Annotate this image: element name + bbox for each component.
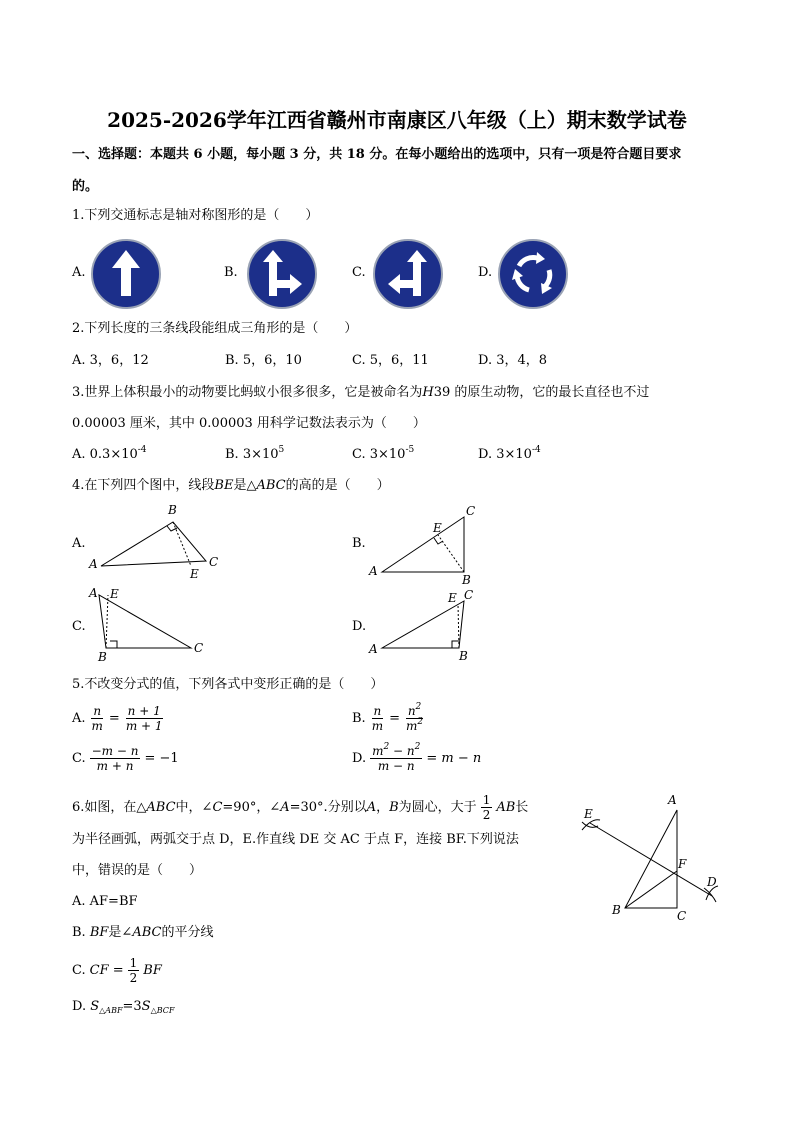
svg-text:A: A: [369, 564, 378, 578]
q4-stem: 4.在下列四个图中，线段BE是△ABC的高的是（ ）: [72, 478, 390, 493]
q3-option-d: D. $3\times 10^{-4}$: [478, 445, 541, 462]
svg-text:C: C: [194, 641, 204, 655]
q5-option-a: A. $\frac{n}{m}$ = $\frac{n + 1}{m + 1}$: [72, 704, 163, 733]
q1-stem: 1.下列交通标志是轴对称图形的是（ ）: [72, 208, 319, 223]
sign-roundabout-icon: [497, 238, 569, 310]
svg-text:B: B: [168, 503, 177, 517]
q4-label-a: A.: [72, 536, 86, 551]
q2-option-c: C. 5，6，11: [352, 353, 429, 368]
q2-option-a: A. 3，6，12: [72, 353, 149, 368]
svg-text:B: B: [462, 573, 471, 587]
q4-label-b: B.: [352, 536, 366, 551]
q1-label-b: B.: [224, 265, 238, 280]
svg-text:E: E: [110, 587, 119, 601]
svg-text:C: C: [466, 504, 476, 518]
svg-text:A: A: [89, 557, 98, 571]
svg-text:C: C: [209, 555, 219, 569]
q1-label-a: A.: [72, 265, 86, 280]
q2-stem: 2.下列长度的三条线段能组成三角形的是（ ）: [72, 321, 358, 336]
svg-text:C: C: [677, 909, 687, 923]
q6-option-d: D. $S_{\triangle ABF}=3S_{\triangle BCF}$: [72, 999, 175, 1015]
sign-straight-arrow-icon: [90, 238, 162, 310]
svg-text:A: A: [668, 793, 677, 807]
q3-option-a: A. $0.3\times 10^{-4}$: [72, 445, 147, 462]
q4-label-c: C.: [72, 619, 86, 634]
q6-option-a: A. AF=BF: [72, 894, 138, 909]
q5-option-d: D. $\frac{m^2 - n^2}{m - n}$ = m − n: [352, 742, 482, 773]
q2-option-d: D. 3，4，8: [478, 353, 548, 368]
svg-text:B: B: [98, 650, 107, 664]
q5-stem: 5.不改变分式的值，下列各式中变形正确的是（ ）: [72, 677, 384, 692]
q3-option-c: C. $3\times 10^{-5}$: [352, 445, 415, 462]
q6-line3: 中，错误的是（ ）: [72, 863, 203, 878]
q1-label-d: D.: [478, 265, 493, 280]
svg-text:F: F: [678, 857, 687, 871]
q5-option-b: B. $\frac{n}{m}$ = $\frac{n^2}{m^2}$: [352, 702, 424, 733]
svg-text:D: D: [707, 875, 717, 889]
sign-straight-right-arrow-icon: [246, 238, 318, 310]
q6-option-b: B. BF是∠ABC的平分线: [72, 925, 214, 940]
q2-option-b: B. 5，6，10: [225, 353, 302, 368]
q5-option-c: C. $\frac{-m - n}{m + n}$ = −1: [72, 744, 179, 773]
q4-figure-d: [366, 584, 486, 664]
svg-text:C: C: [464, 588, 474, 602]
q4-label-d: D.: [352, 619, 367, 634]
q6-line1: 6.如图，在△ ABC 中，∠ C =90°，∠ A =30°.分别以 A ， B 为圆心，大于 $\frac{1}{2}$ AB 长: [72, 793, 529, 822]
svg-text:A: A: [369, 642, 378, 656]
svg-text:B: B: [459, 649, 468, 663]
section-header-line1: 一、选择题：本题共 6 小题，每小题 3 分，共 18 分。在每小题给出的选项中，只有一项是符合题目要求: [72, 147, 682, 162]
q4-figure-a: [88, 500, 228, 585]
q4-figure-c: [88, 584, 208, 664]
page-title: 2025-2026学年江西省赣州市南康区八年级（上）期末数学试卷: [107, 108, 687, 132]
svg-text:E: E: [190, 567, 199, 581]
q6-line2: 为半径画弧，两弧交于点 D，E.作直线 DE 交 AC 于点 F，连接 BF.下列说法: [72, 832, 519, 847]
svg-text:E: E: [433, 521, 442, 535]
q3-line1: 3.世界上体积最小的动物要比蚂蚁小很多很多，它是被命名为H39 的原生动物，它的最长直径也不过: [72, 385, 650, 400]
svg-text:E: E: [584, 807, 593, 821]
q6-figure: [570, 788, 730, 923]
q3-option-b: B. $3\times 10^5$: [225, 445, 285, 462]
svg-text:B: B: [612, 903, 621, 917]
q3-line2: 0.00003 厘米，其中 0.00003 用科学记数法表示为（ ）: [72, 416, 426, 431]
section-header-line2: 的。: [72, 179, 99, 194]
q1-label-c: C.: [352, 265, 366, 280]
sign-straight-left-arrow-icon: [372, 238, 444, 310]
q6-option-c: C. CF = $\frac{1}{2}$ BF: [72, 956, 162, 985]
svg-text:A: A: [89, 586, 98, 600]
q4-figure-b: [366, 500, 486, 585]
svg-text:E: E: [448, 591, 457, 605]
